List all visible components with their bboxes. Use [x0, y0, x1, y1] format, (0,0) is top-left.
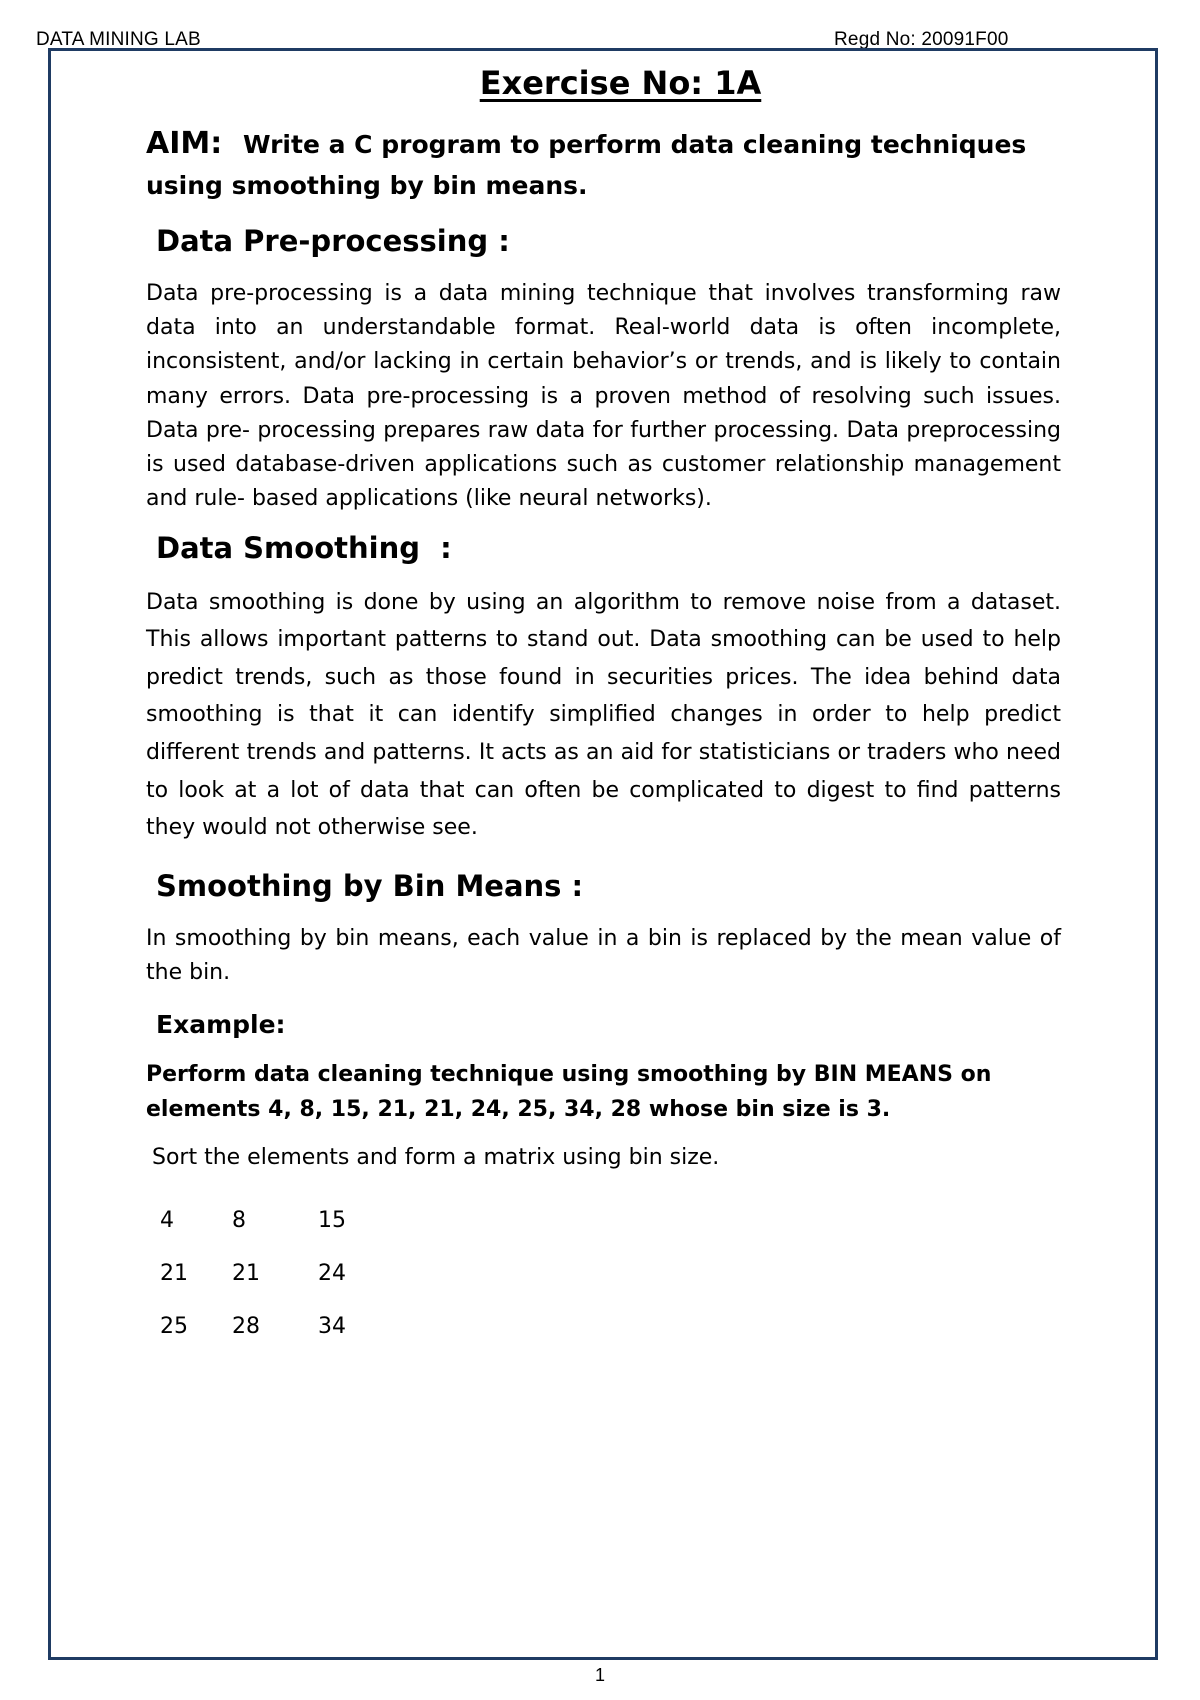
bin-matrix [146, 1194, 1061, 1353]
matrix-cell: 21 [232, 1260, 260, 1286]
sort-instruction: Sort the elements and form a matrix using bin size. [152, 1144, 720, 1170]
paragraph-data-smoothing: Data smoothing is done by using an algorithm to remove noise from a dataset. This allows important patterns to stand out. Data smoothing can be used to help predict trends, such as those found in securities prices. The idea behind data smoothing is that it can identify simplified changes in order to help predict different trends and patterns. It acts as an aid for statisticians or traders who need to look at a lot of data that can often be complicated to digest to find patterns they would not otherwise see. [146, 589, 1061, 841]
matrix-cell: 8 [232, 1207, 246, 1233]
example-task: Perform data cleaning technique using smoothing by BIN MEANS on elements 4, 8, 15, 21, 21, 24, 25, 34, 28 whose bin size is 3. [146, 1062, 992, 1122]
page-number: 1 [594, 1665, 605, 1685]
matrix-cell: 34 [318, 1313, 346, 1339]
running-header-right: Regd No: 20091F00 [834, 29, 1009, 50]
matrix-row [146, 1194, 1061, 1247]
heading-data-preprocessing: Data Pre-processing : [156, 223, 510, 258]
matrix-row [146, 1300, 1061, 1353]
aim-label: AIM: [146, 126, 223, 162]
exercise-title: Exercise No: 1A [479, 64, 762, 102]
matrix-cell: 24 [318, 1260, 346, 1286]
matrix-cell: 15 [318, 1207, 346, 1233]
heading-example: Example: [156, 1010, 286, 1040]
paragraph-data-preprocessing: Data pre-processing is a data mining technique that involves transforming raw data into an understandable format. Real-world data is often incomplete, inconsistent, and/or lacking in certain behavior’s or trends, and is likely to contain many errors. Data pre-processing is a proven method of resolving such issues. Data pre- processing prepares raw data for further processing. Data preprocessing is used database-driven applications such as customer relationship management and rule- based applications (like neural networks). [146, 280, 1061, 512]
aim-statement [146, 122, 1061, 203]
running-header-left: DATA MINING LAB [36, 29, 201, 50]
matrix-cell: 4 [160, 1207, 174, 1233]
aim-text: Write a C program to perform data cleaning techniques using smoothing by bin means. [146, 130, 1027, 200]
paragraph-bin-means: In smoothing by bin means, each value in a bin is replaced by the mean value of the bin. [146, 925, 1061, 985]
matrix-row [146, 1247, 1061, 1300]
matrix-cell: 21 [160, 1260, 188, 1286]
heading-data-smoothing: Data Smoothing : [156, 530, 452, 565]
heading-smoothing-by-bin-means: Smoothing by Bin Means : [156, 868, 584, 903]
matrix-cell: 28 [232, 1313, 260, 1339]
page-content [146, 60, 1061, 1353]
matrix-cell: 25 [160, 1313, 188, 1339]
